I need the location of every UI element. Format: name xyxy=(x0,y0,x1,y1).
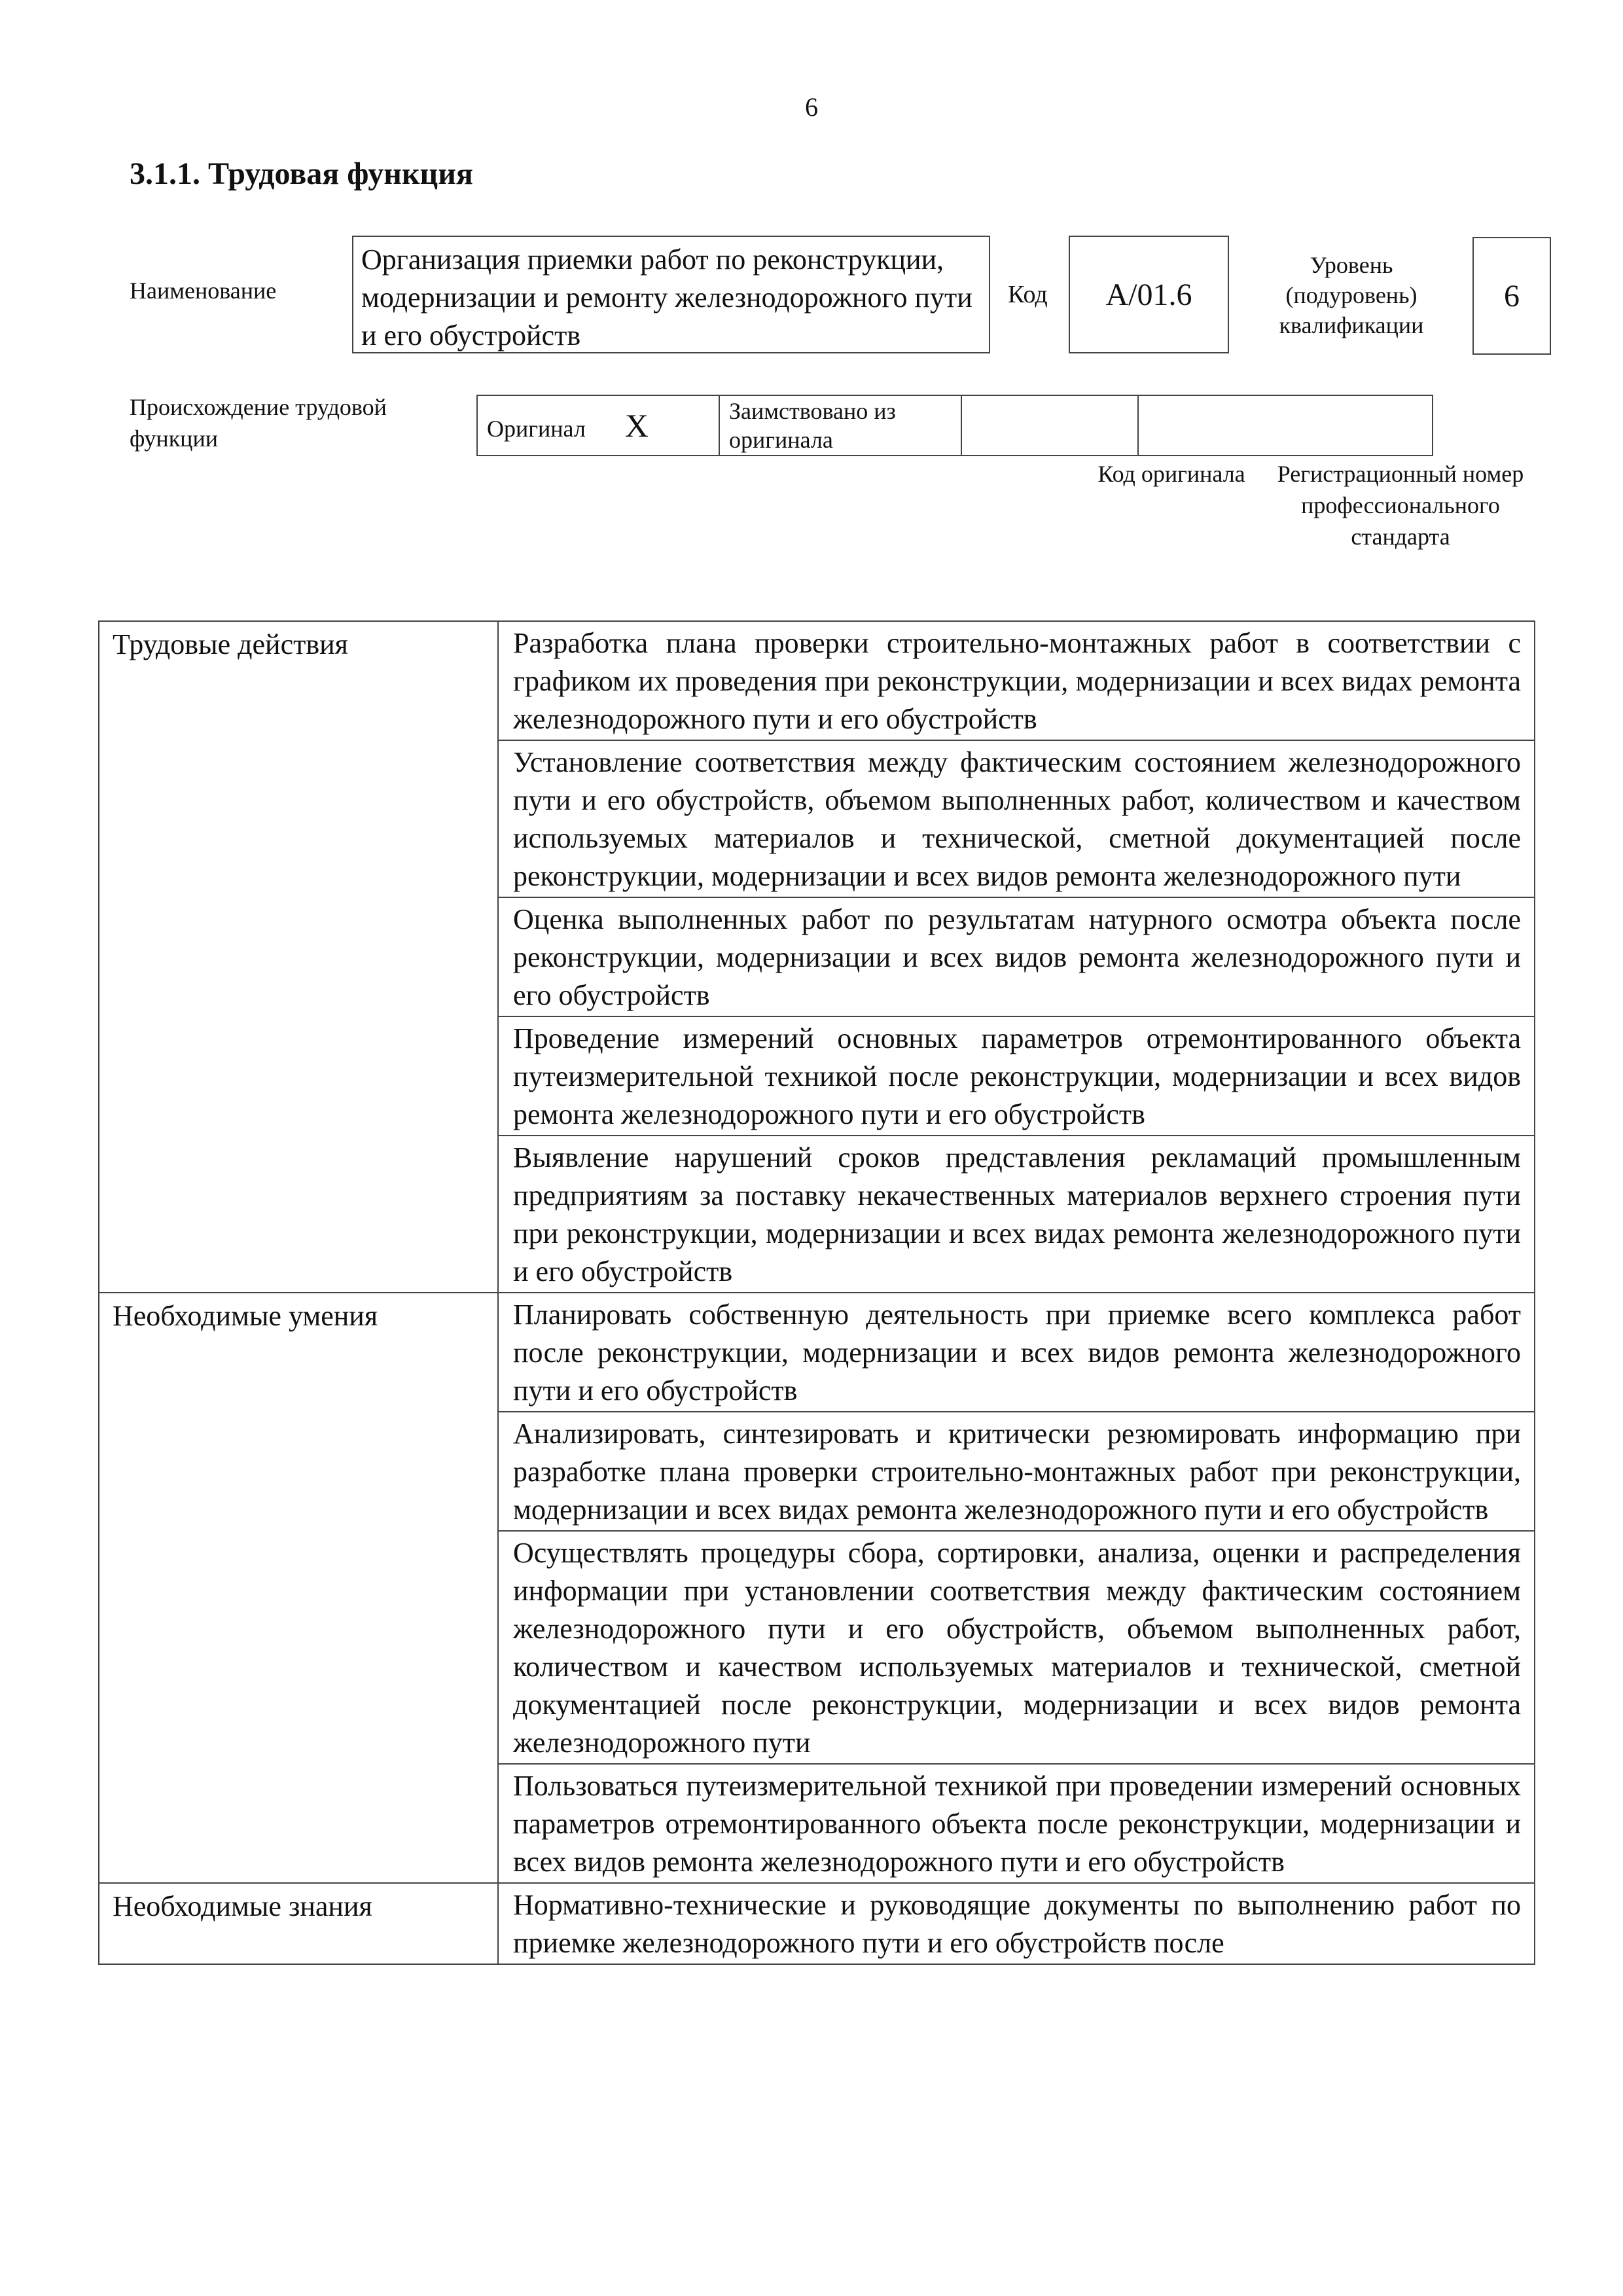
section-label: Необходимые умения xyxy=(99,1293,498,1883)
name-label: Наименование xyxy=(130,278,277,304)
section-item: Осуществлять процедуры сбора, сортировки, анализа, оценки и распределения информации при установлении соответствия между фактическим состоянием железнодорожного пути и его обустройств, объемом выполненных работ, количеством и качеством используемых материалов и технической, сметной документацией после реконструкции, модернизации и всех видов ремонта железнодорожного пути xyxy=(498,1531,1535,1764)
section-label: Необходимые знания xyxy=(99,1883,498,1964)
section-label: Трудовые действия xyxy=(99,621,498,1293)
section-item: Установление соответствия между фактическим состоянием железнодорожного пути и его обустройств, объемом выполненных работ, количеством и качеством используемых материалов и технической, сметной документацией после реконструкции, модернизации и всех видов ремонта железнодорожного пути xyxy=(498,740,1535,897)
original-mark: X xyxy=(624,407,649,444)
reg-number-label: Регистрационный номер профессионального стандарта xyxy=(1277,461,1524,550)
section-item: Проведение измерений основных параметров отремонтированного объекта путеизмерительной техникой после реконструкции, модернизации и всех видов ремонта железнодорожного пути и его обустройств xyxy=(498,1016,1535,1136)
table-row xyxy=(99,1883,1535,1964)
borrowed-cell xyxy=(719,395,961,456)
origin-label: Происхождение трудовой функции xyxy=(130,394,387,452)
origin-table xyxy=(476,395,1433,456)
table-row xyxy=(99,621,1535,740)
code-original-cell xyxy=(961,395,1138,456)
section-item: Оценка выполненных работ по результатам натурного осмотра объекта после реконструкции, модернизации и всех видов ремонта железнодорожного пути и его обустройств xyxy=(498,897,1535,1016)
borrowed-label: Заимствовано из оригинала xyxy=(729,398,896,453)
section-item: Разработка плана проверки строительно-монтажных работ в соответствии с графиком их проведения при реконструкции, модернизации и всех видах ремонта железнодорожного пути и его обустройств xyxy=(498,621,1535,740)
reg-number-cell xyxy=(1138,395,1433,456)
function-table xyxy=(98,620,1535,1965)
section-title: 3.1.1. Трудовая функция xyxy=(130,156,473,191)
code-value: А/01.6 xyxy=(1105,277,1192,312)
level-value-box xyxy=(1472,237,1551,355)
level-label: Уровень (подуровень) квалификации xyxy=(1279,252,1424,338)
code-original-label: Код оригинала xyxy=(1097,461,1245,487)
original-label: Оригинал xyxy=(487,416,586,442)
section-item: Выявление нарушений сроков представления рекламаций промышленным предприятиям за поставку некачественных материалов верхнего строения пути при реконструкции, модернизации и всех видах ремонта железнодорожного пути и его обустройств xyxy=(498,1136,1535,1293)
section-item: Анализировать, синтезировать и критически резюмировать информацию при разработке плана проверки строительно-монтажных работ при реконструкции, модернизации и всех видах ремонта железнодорожного пути и его обустройств xyxy=(498,1412,1535,1531)
code-value-box xyxy=(1069,236,1229,353)
table-row xyxy=(99,1293,1535,1412)
name-value-box xyxy=(352,236,990,353)
original-cell xyxy=(477,395,719,456)
page-number: 6 xyxy=(805,92,818,122)
section-item: Нормативно-технические и руководящие документы по выполнению работ по приемке железнодорожного пути и его обустройств после xyxy=(498,1883,1535,1964)
name-value: Организация приемки работ по реконструкции, модернизации и ремонту железнодорожного пути и его обустройств xyxy=(361,243,972,351)
section-item: Пользоваться путеизмерительной техникой при проведении измерений основных параметров отремонтированного объекта после реконструкции, модернизации и всех видов ремонта железнодорожного пути и его обустройств xyxy=(498,1764,1535,1883)
level-value: 6 xyxy=(1504,278,1520,314)
section-item: Планировать собственную деятельность при приемке всего комплекса работ после реконструкции, модернизации и всех видов ремонта железнодорожного пути и его обустройств xyxy=(498,1293,1535,1412)
code-label: Код xyxy=(1008,281,1048,308)
